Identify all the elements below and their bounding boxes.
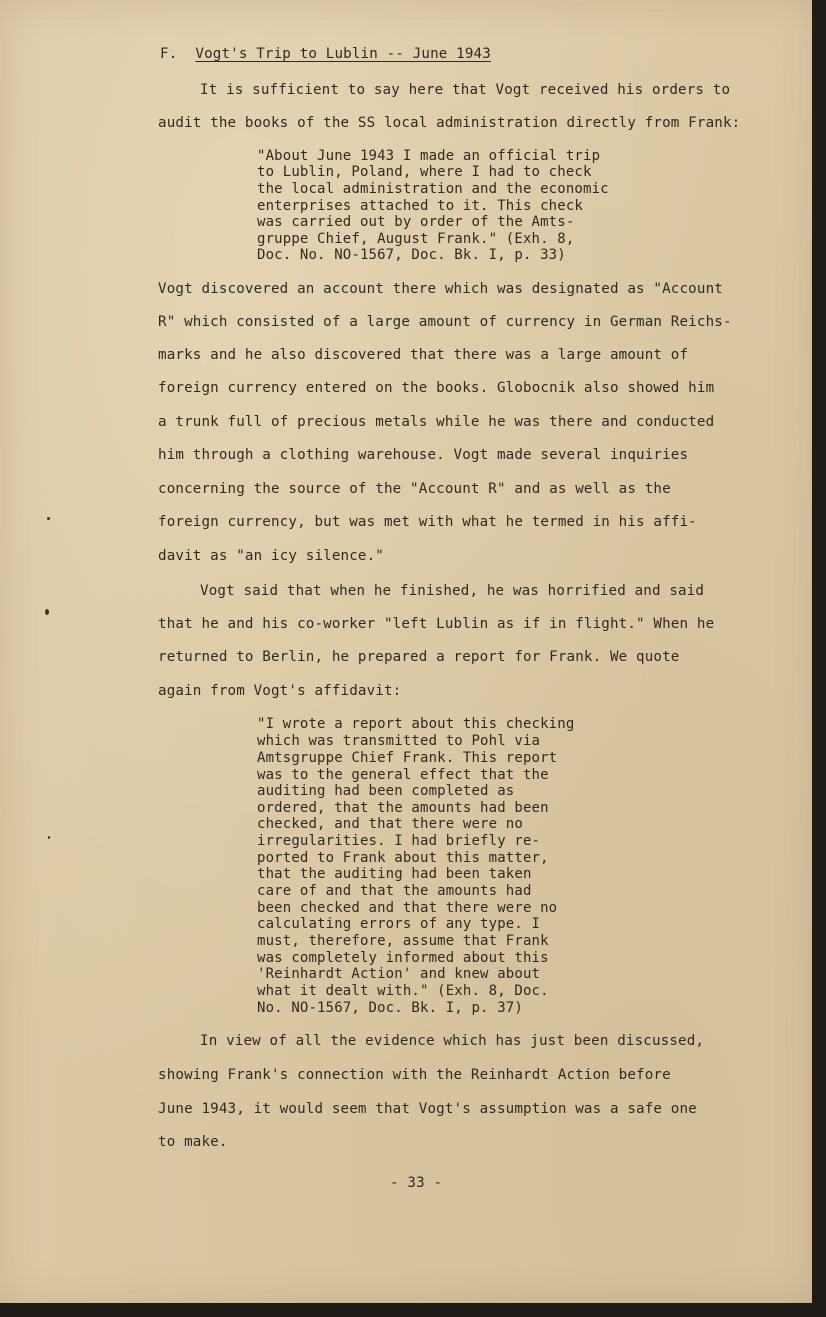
section-title: Vogt's Trip to Lublin -- June 1943 [195,46,491,62]
quote-1-line-3: the local administration and the economic [257,181,609,197]
quote-2-line-14: must, therefore, assume that Frank [257,933,549,949]
scan-border-right [812,0,826,1317]
quote-1-line-1: "About June 1943 I made an official trip [257,148,601,164]
paragraph-3-line-3: returned to Berlin, he prepared a report for Frank. We quote [158,649,680,665]
quote-2-line-16: 'Reinhardt Action' and knew about [257,966,541,982]
paragraph-2-line-9: davit as "an icy silence." [158,548,384,564]
paragraph-1-line-1: It is sufficient to say here that Vogt received his orders to [200,82,731,98]
quote-2-line-13: calculating errors of any type. I [257,916,541,932]
paragraph-1-line-2: audit the books of the SS local administration directly from Frank: [158,115,741,131]
quote-2-line-12: been checked and that there were no [257,900,558,916]
paragraph-4-line-1: In view of all the evidence which has just been discussed, [200,1033,705,1049]
quote-2-line-17: what it dealt with." (Exh. 8, Doc. [257,983,549,999]
quote-2-line-18: No. NO-1567, Doc. Bk. I, p. 37) [257,1000,523,1016]
quote-2-line-3: Amtsgruppe Chief Frank. This report [257,750,558,766]
quote-1-line-5: was carried out by order of the Amts- [257,214,575,230]
paragraph-2-line-1: Vogt discovered an account there which was designated as "Account [158,281,723,297]
paragraph-2-line-7: concerning the source of the "Account R" and as well as the [158,481,671,497]
paragraph-3-line-2: that he and his co-worker "left Lublin as if in flight." When he [158,616,715,632]
scan-speck [48,836,50,839]
quote-1-line-6: gruppe Chief, August Frank." (Exh. 8, [257,231,575,247]
quote-2-line-6: ordered, that the amounts had been [257,800,549,816]
quote-2-line-2: which was transmitted to Pohl via [257,733,541,749]
paragraph-4-line-2: showing Frank's connection with the Reinhardt Action before [158,1067,671,1083]
paragraph-3-line-4: again from Vogt's affidavit: [158,683,402,699]
quote-2-line-10: that the auditing had been taken [257,866,532,882]
scan-speck [45,609,49,615]
quote-2-line-4: was to the general effect that the [257,767,549,783]
quote-2-line-5: auditing had been completed as [257,783,515,799]
paragraph-2-line-5: a trunk full of precious metals while he was there and conducted [158,414,715,430]
quote-1-line-2: to Lublin, Poland, where I had to check [257,164,592,180]
paragraph-4-line-4: to make. [158,1134,228,1150]
paragraph-4-line-3: June 1943, it would seem that Vogt's assumption was a safe one [158,1101,697,1117]
quote-2-line-8: irregularities. I had briefly re- [257,833,541,849]
quote-1-line-4: enterprises attached to it. This check [257,198,583,214]
page-number: - 33 - [390,1175,443,1191]
section-heading [160,46,491,62]
paragraph-3-line-1: Vogt said that when he finished, he was horrified and said [200,583,705,599]
quote-2-line-11: care of and that the amounts had [257,883,532,899]
scan-speck [47,517,50,520]
section-letter: F. [160,46,178,62]
quote-2-line-1: "I wrote a report about this checking [257,716,575,732]
paragraph-2-line-6: him through a clothing warehouse. Vogt made several inquiries [158,447,689,463]
quote-1-line-7: Doc. No. NO-1567, Doc. Bk. I, p. 33) [257,247,566,263]
quote-2-line-9: ported to Frank about this matter, [257,850,549,866]
paragraph-2-line-2: R" which consisted of a large amount of currency in German Reichs- [158,314,732,330]
paragraph-2-line-4: foreign currency entered on the books. Globocnik also showed him [158,380,715,396]
paragraph-2-line-3: marks and he also discovered that there was a large amount of [158,347,689,363]
scan-border-bottom [0,1303,826,1317]
paragraph-2-line-8: foreign currency, but was met with what he termed in his affi- [158,514,697,530]
quote-2-line-15: was completely informed about this [257,950,549,966]
quote-2-line-7: checked, and that there were no [257,816,523,832]
